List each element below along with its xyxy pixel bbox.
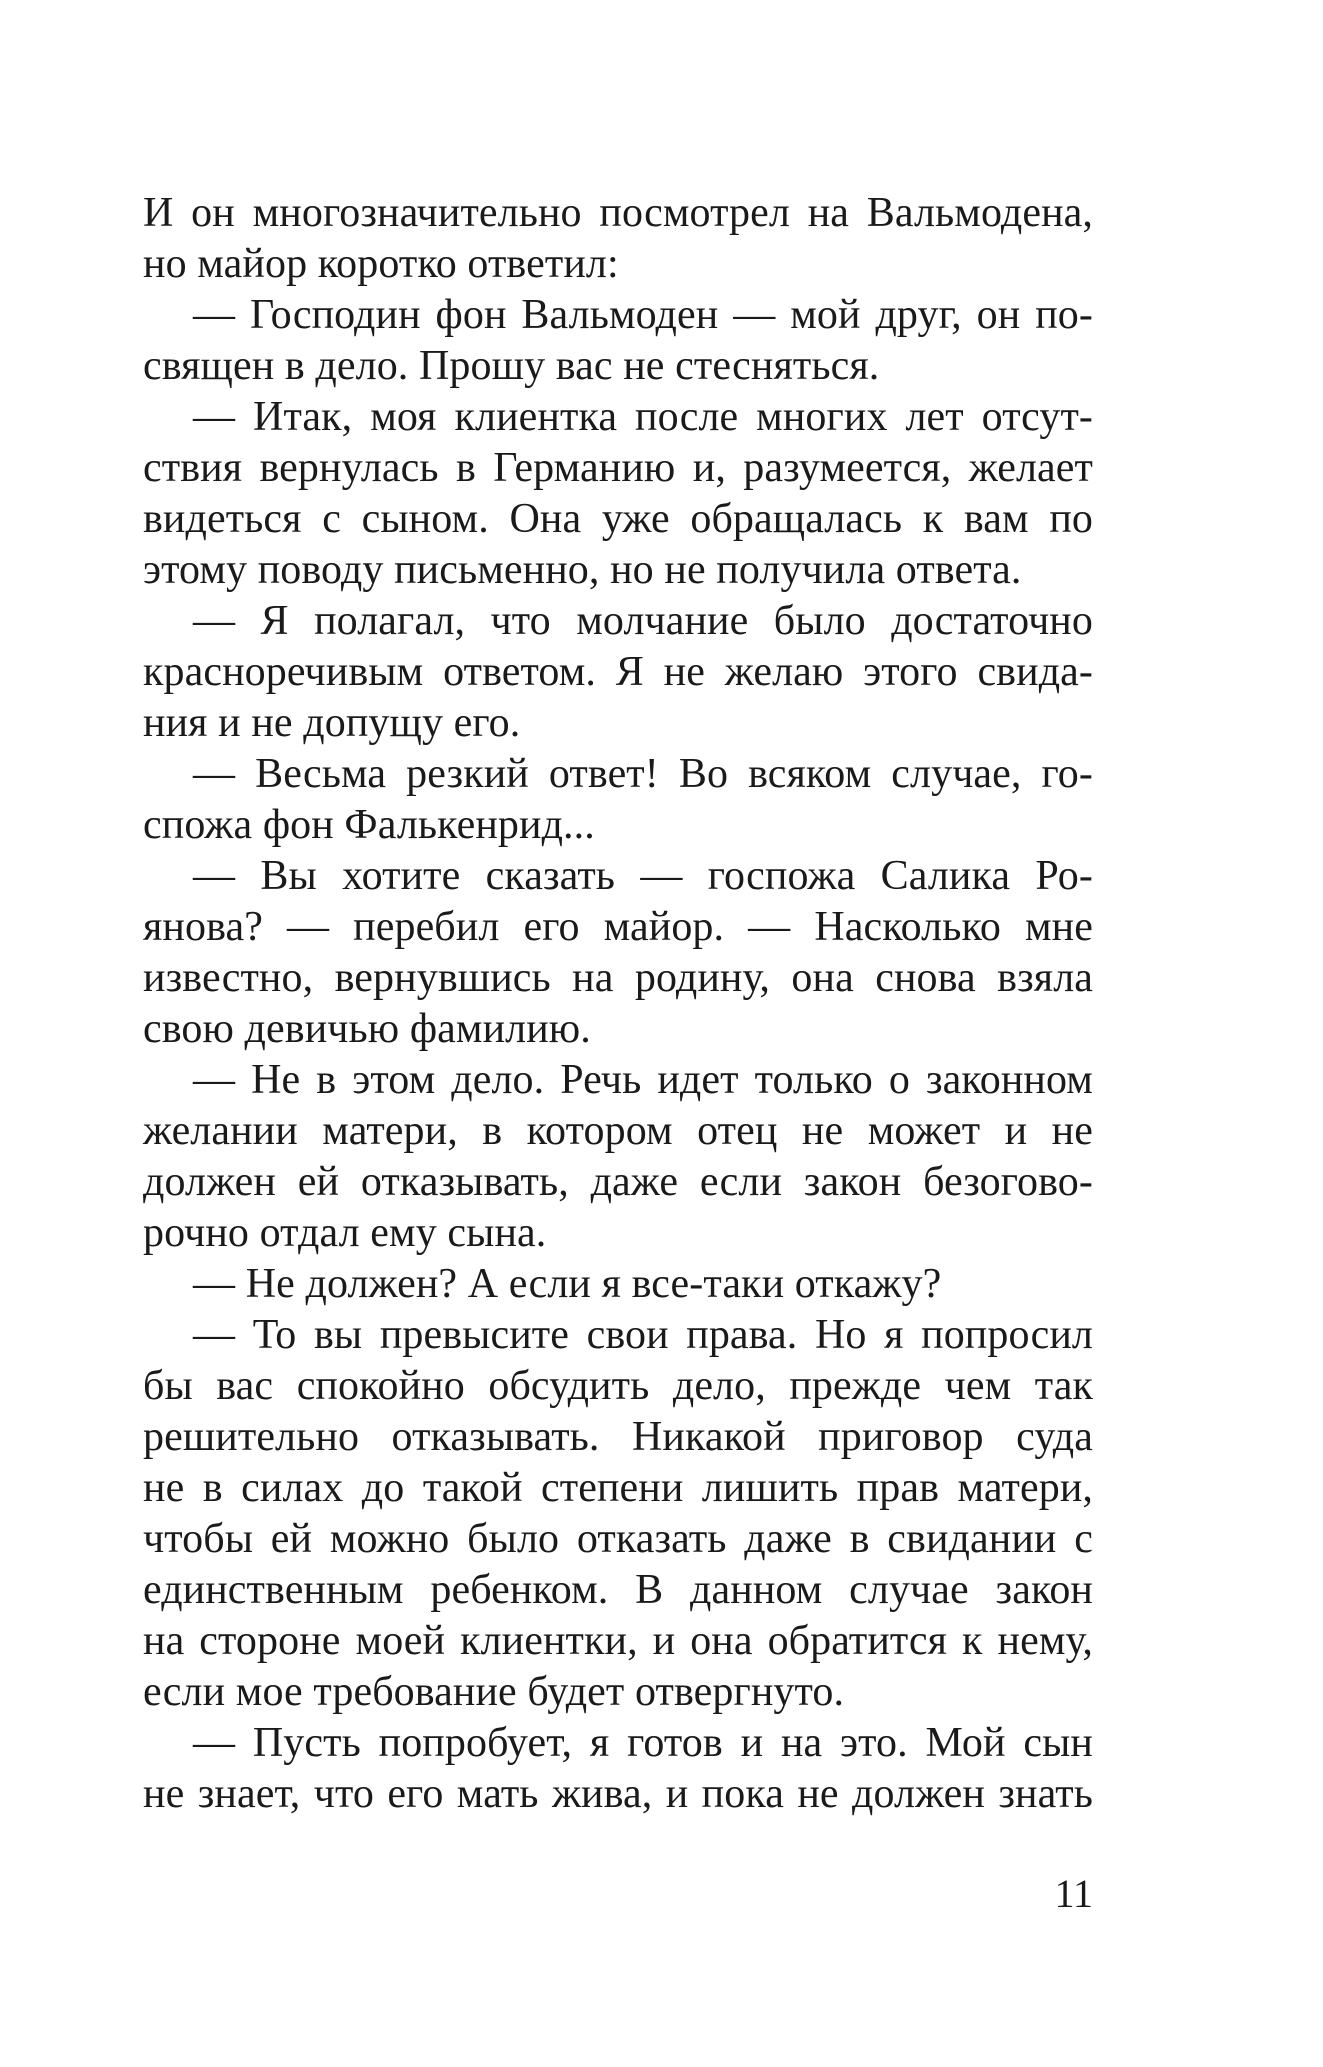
- text-line: видеться с сыном. Она уже обращалась к вам по: [143, 496, 1093, 542]
- page-number: 11: [1054, 1871, 1093, 1916]
- text-line: чтобы ей можно было отказать даже в свидании с: [143, 1516, 1093, 1562]
- text-line: рочно отдал ему сына.: [143, 1210, 547, 1256]
- text-line: — Итак, моя клиентка после многих лет отсут-: [193, 394, 1093, 440]
- text-line: янова? — перебил его майор. — Насколько мне: [143, 904, 1093, 950]
- text-line: ствия вернулась в Германию и, разумеется, желает: [143, 445, 1093, 491]
- text-line: — Весьма резкий ответ! Во всяком случае, го-: [193, 751, 1093, 797]
- text-line: ния и не допущу его.: [143, 700, 521, 746]
- text-line: если мое требование будет отвергнуто.: [143, 1669, 845, 1715]
- text-line: свою девичью фамилию.: [143, 1006, 591, 1052]
- text-line: — Не в этом дело. Речь идет только о законном: [193, 1057, 1093, 1103]
- text-line: — Пусть попробует, я готов и на это. Мой сын: [193, 1720, 1093, 1766]
- text-line: спожа фон Фалькенрид...: [143, 802, 595, 848]
- text-line: — Не должен? А если я все-таки откажу?: [193, 1261, 942, 1307]
- text-line: известно, вернувшись на родину, она снова взяла: [143, 955, 1093, 1001]
- text-line: должен ей отказывать, даже если закон безогово-: [143, 1159, 1093, 1205]
- text-line: не в силах до такой степени лишить прав матери,: [143, 1465, 1093, 1511]
- text-line: — То вы превысите свои права. Но я попросил: [193, 1312, 1093, 1358]
- text-line: И он многозначительно посмотрел на Вальмодена,: [143, 190, 1093, 236]
- text-line: желании матери, в котором отец не может и не: [143, 1108, 1093, 1154]
- text-line: — Господин фон Вальмоден — мой друг, он по-: [193, 292, 1093, 338]
- text-line: не знает, что его мать жива, и пока не должен знать: [143, 1771, 1093, 1817]
- text-line: — Я полагал, что молчание было достаточно: [193, 598, 1093, 644]
- text-line: священ в дело. Прошу вас не стесняться.: [143, 343, 880, 389]
- text-line: но майор коротко ответил:: [143, 241, 619, 287]
- text-line: решительно отказывать. Никакой приговор суда: [143, 1414, 1093, 1460]
- body-text: [143, 188, 1093, 1820]
- text-line: единственным ребенком. В данном случае закон: [143, 1567, 1093, 1613]
- text-line: — Вы хотите сказать — госпожа Салика Ро-: [193, 853, 1093, 899]
- text-line: красноречивым ответом. Я не желаю этого свида-: [143, 649, 1093, 695]
- text-line: этому поводу письменно, но не получила ответа.: [143, 547, 1022, 593]
- text-line: бы вас спокойно обсудить дело, прежде чем так: [143, 1363, 1093, 1409]
- text-line: на стороне моей клиентки, и она обратится к нему,: [143, 1618, 1093, 1664]
